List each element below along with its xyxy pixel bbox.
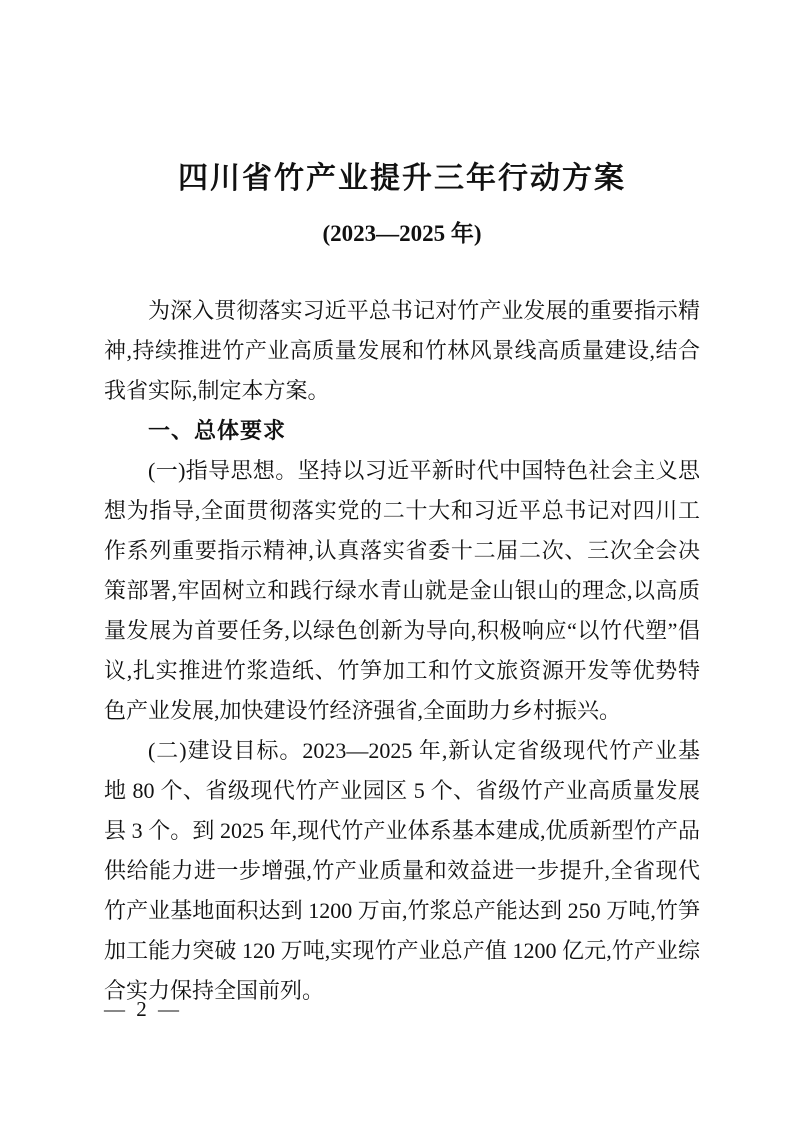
paragraph-preamble [104, 291, 700, 411]
section-heading-overall-requirements [104, 411, 700, 451]
paragraph-text: 2023—2025 年,新认定省级现代竹产业基地 80 个、省级现代竹产业园区 5 个、省级竹产业高质量发展县 3 个。到 2025 年,现代竹产业体系基本建成,优质新型竹产品供给能力进一步增强,竹产业质量和效益进一步提升,全省现代竹产业基地面积达到 1200 万亩,竹浆总产能达到 250 万吨,竹笋加工能力突破 120 万吨,实现竹产业总产值 1200 亿元,竹产业综合实力保持全国前列。 [104, 738, 700, 1003]
paragraph-text: 坚持以习近平新时代中国特色社会主义思想为指导,全面贯彻落实党的二十大和习近平总书记对四川工作系列重要指示精神,认真落实省委十二届二次、三次全会决策部署,牢固树立和践行绿水青山就是金山银山的理念,以高质量发展为首要任务,以绿色创新为导向,积极响应“以竹代塑”倡议,扎实推进竹浆造纸、竹笋加工和竹文旅资源开发等优势特色产业发展,加快建设竹经济强省,全面助力乡村振兴。 [104, 458, 700, 723]
section-heading-text: 一、总体要求 [148, 418, 287, 443]
paragraph-lead: (二)建设目标。 [148, 738, 303, 763]
paragraph-construction-goals [104, 731, 700, 1011]
page-number: — 2 — [104, 997, 182, 1021]
document-title: 四川省竹产业提升三年行动方案 [178, 162, 626, 195]
document-subtitle: (2023—2025 年) [322, 221, 482, 246]
paragraph-guiding-ideology [104, 451, 700, 731]
paragraph-lead: (一)指导思想。 [148, 458, 298, 483]
document-body [104, 291, 700, 1011]
paragraph-text: 为深入贯彻落实习近平总书记对竹产业发展的重要指示精神,持续推进竹产业高质量发展和竹林风景线高质量建设,结合我省实际,制定本方案。 [104, 298, 700, 403]
